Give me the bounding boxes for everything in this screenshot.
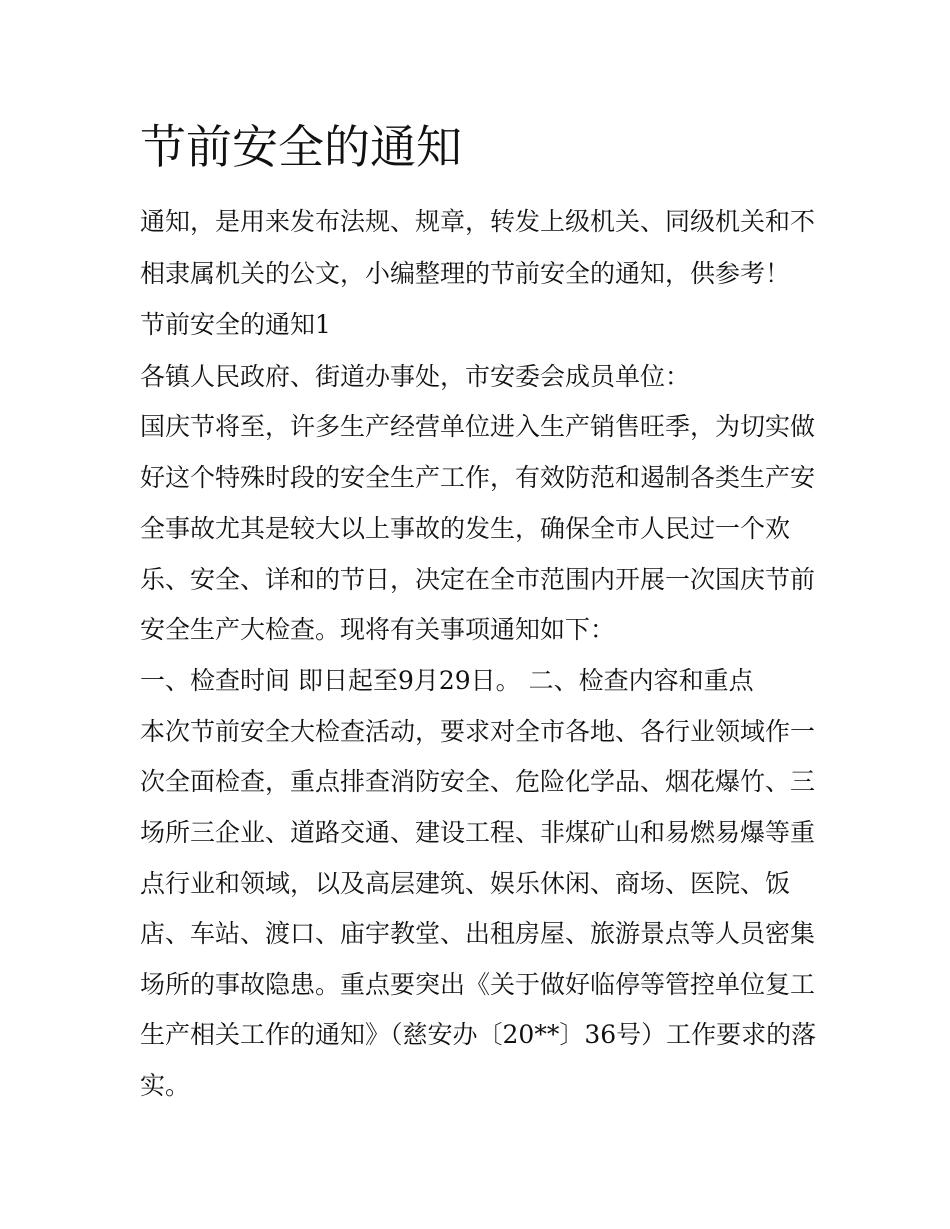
paragraph-line: 一、检查时间 即日起至9月29日。 二、检查内容和重点 [140,666,754,695]
section-heading: 节前安全的通知1 [140,310,331,339]
paragraph-line: 乐、安全、详和的节日，决定在全市范围内开展一次国庆节前 [140,565,816,594]
paragraph-line: 次全面检查，重点排查消防安全、危险化学品、烟花爆竹、三 [140,767,816,796]
page-title: 节前安全的通知 [140,120,462,174]
paragraph-line: 国庆节将至，许多生产经营单位进入生产销售旺季，为切实做 [140,412,816,441]
paragraph-line: 通知，是用来发布法规、规章，转发上级机关、同级机关和不 [140,207,816,236]
paragraph-line: 好这个特殊时段的安全生产工作，有效防范和遏制各类生产安 [140,463,816,492]
paragraph-line: 安全生产大检查。现将有关事项通知如下： [140,615,616,644]
paragraph-line: 生产相关工作的通知》（慈安办〔20**〕36号）工作要求的落 [140,1020,817,1049]
salutation: 各镇人民政府、街道办事处，市安委会成员单位： [140,362,691,391]
paragraph-line: 场所三企业、道路交通、建设工程、非煤矿山和易燃易爆等重 [140,818,816,847]
paragraph-line: 全事故尤其是较大以上事故的发生，确保全市人民过一个欢 [140,514,791,543]
paragraph-line: 场所的事故隐患。重点要突出《关于做好临停等管控单位复工 [140,970,816,999]
paragraph-line: 相隶属机关的公文，小编整理的节前安全的通知，供参考！ [140,259,791,288]
paragraph-line: 点行业和领域，以及高层建筑、娱乐休闲、商场、医院、饭 [140,869,791,898]
paragraph-line: 本次节前安全大检查活动，要求对全市各地、各行业领域作一 [140,717,816,746]
paragraph-line: 店、车站、渡口、庙宇教堂、出租房屋、旅游景点等人员密集 [140,919,816,948]
paragraph-line: 实。 [140,1071,191,1100]
